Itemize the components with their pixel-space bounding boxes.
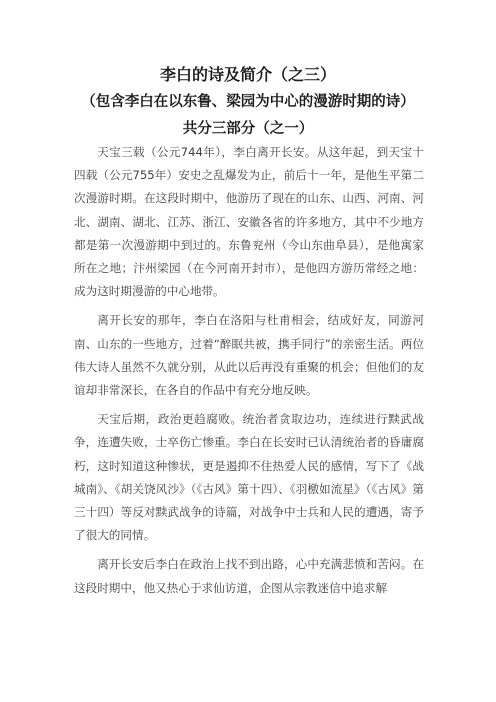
document-title: 李白的诗及简介（之三） bbox=[159, 65, 336, 84]
paragraph-1: 天宝三载（公元744年），李白离开长安。从这年起，到天宝十四载（公元755年）安史之乱爆发为止，前后十一年，是他生平第二次漫游时期。在这段时期中，他游历了现在的山东、山西、河南、河北、湖南、湖北、江苏、浙江、安徽各省的许多地方，其中不少地方都是第一次漫游期中到过的。东鲁兖州（今山东曲阜县），是他寓家所在之地；汴州梁园（在今河南开封市），是他四方游历常经之地：成为这时期漫游的中心地带。 bbox=[74, 145, 424, 299]
part-label: 共分三部分（之一） bbox=[182, 121, 314, 137]
paragraph-4: 离开长安后李白在政治上找不到出路，心中充满悲愤和苦闷。在这段时期中，他又热心于求仙访道，企图从宗教迷信中追求解 bbox=[74, 557, 424, 595]
paragraph-3: 天宝后期，政治更趋腐败。统治者贪取边功，连续进行黩武战争，连遭失败，士卒伤亡惨重。李白在长安时已认清统治者的昏庸腐朽，这时知道这种惨状，更是遏抑不住热爱人民的感情，写下了《战城南》、《胡关饶风沙》（《古风》第十四）、《羽檄如流星》（《古风》第三十四）等反对黩武战争的诗篇，对战争中士兵和人民的遭遇，寄予了很大的同情。 bbox=[74, 412, 424, 543]
paragraph-2: 离开长安的那年，李白在洛阳与杜甫相会，结成好友，同游河南、山东的一些地方，过着“醉眠共被，携手同行”的亲密生活。两位伟大诗人虽然不久就分别，从此以后再没有重聚的机会；但他们的友谊却非常深长，在各自的作品中有充分地反映。 bbox=[74, 313, 424, 398]
document-subtitle: （包含李白在以东鲁、梁园为中心的漫游时期的诗） bbox=[81, 94, 415, 110]
body-text bbox=[74, 141, 424, 600]
